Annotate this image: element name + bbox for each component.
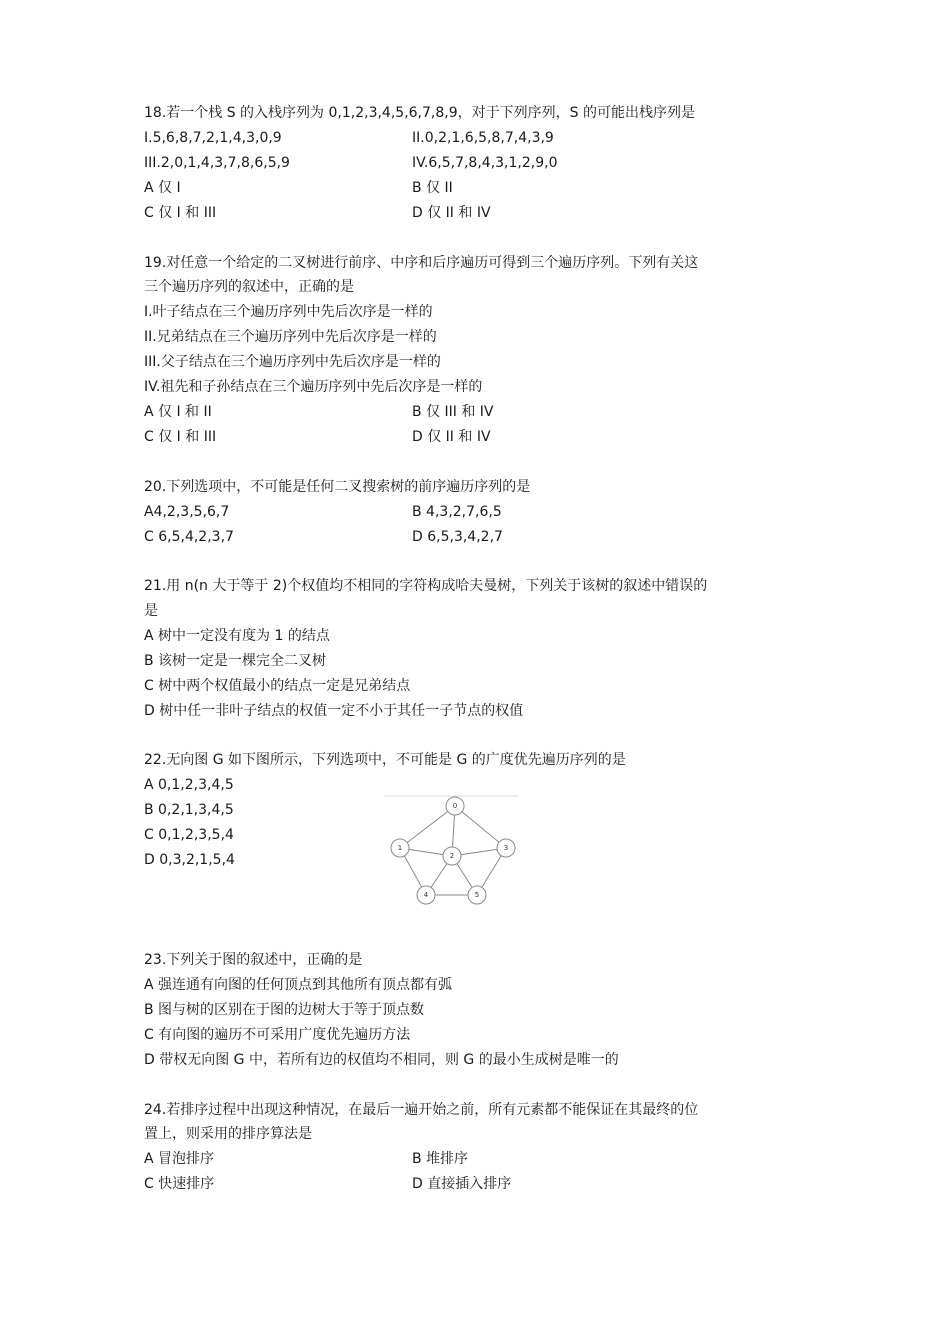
graph-svg bbox=[382, 792, 522, 910]
graph-node-3 bbox=[497, 839, 515, 857]
svg-text:5: 5 bbox=[474, 891, 480, 899]
q19-item-iii: III.父子结点在三个遍历序列中先后次序是一样的 bbox=[144, 354, 441, 370]
q22-option-a: A 0,1,2,3,4,5 bbox=[144, 777, 234, 793]
q18-stem: 18.若一个栈 S 的入栈序列为 0,1,2,3,4,5,6,7,8,9，对于下列序列，S 的可能出栈序列是 bbox=[144, 105, 695, 121]
q19-option-c: C 仅 I 和 III bbox=[144, 429, 217, 445]
q20-option-a: A4,2,3,5,6,7 bbox=[144, 504, 230, 520]
undirected-graph-figure bbox=[382, 792, 522, 910]
q19-option-b: B 仅 III 和 IV bbox=[412, 404, 494, 420]
edge-0-1 bbox=[400, 806, 455, 848]
q21-option-a: A 树中一定没有度为 1 的结点 bbox=[144, 628, 330, 644]
q20-option-b: B 4,3,2,7,6,5 bbox=[412, 504, 502, 520]
q24-option-d: D 直接插入排序 bbox=[412, 1176, 512, 1192]
q18-item-i: I.5,6,8,7,2,1,4,3,0,9 bbox=[144, 130, 282, 146]
q21-option-d: D 树中任一非叶子结点的权值一定不小于其任一子节点的权值 bbox=[144, 703, 524, 719]
graph-node-5 bbox=[468, 886, 486, 904]
graph-node-0 bbox=[446, 797, 464, 815]
edge-0-3 bbox=[455, 806, 506, 848]
q19-stem-line2: 三个遍历序列的叙述中，正确的是 bbox=[144, 279, 354, 295]
q24-stem-line2: 置上，则采用的排序算法是 bbox=[144, 1126, 312, 1142]
q24-option-b: B 堆排序 bbox=[412, 1151, 469, 1167]
q22-option-b: B 0,2,1,3,4,5 bbox=[144, 802, 234, 818]
q24-option-c: C 快速排序 bbox=[144, 1176, 215, 1192]
q18-item-iii: III.2,0,1,4,3,7,8,6,5,9 bbox=[144, 155, 290, 171]
q21-stem-line2: 是 bbox=[144, 603, 158, 619]
q24-stem-line1: 24.若排序过程中出现这种情况，在最后一遍开始之前，所有元素都不能保证在其最终的位 bbox=[144, 1102, 699, 1118]
q18-option-d: D 仅 II 和 IV bbox=[412, 205, 491, 221]
q18-option-c: C 仅 I 和 III bbox=[144, 205, 217, 221]
q19-option-a: A 仅 I 和 II bbox=[144, 404, 212, 420]
q19-stem-line1: 19.对任意一个给定的二叉树进行前序、中序和后序遍历可得到三个遍历序列。下列有关这 bbox=[144, 255, 699, 271]
q23-option-b: B 图与树的区别在于图的边树大于等于顶点数 bbox=[144, 1002, 425, 1018]
q20-option-c: C 6,5,4,2,3,7 bbox=[144, 529, 234, 545]
svg-text:3: 3 bbox=[503, 844, 509, 852]
q23-stem: 23.下列关于图的叙述中，正确的是 bbox=[144, 952, 363, 968]
q20-option-d: D 6,5,3,4,2,7 bbox=[412, 529, 503, 545]
q18-option-a: A 仅 I bbox=[144, 180, 181, 196]
svg-text:2: 2 bbox=[449, 852, 455, 860]
svg-text:0: 0 bbox=[452, 802, 458, 810]
q18-item-iv: IV.6,5,7,8,4,3,1,2,9,0 bbox=[412, 155, 558, 171]
q18-option-b: B 仅 II bbox=[412, 180, 453, 196]
graph-node-2 bbox=[443, 847, 461, 865]
q23-option-a: A 强连通有向图的任何顶点到其他所有顶点都有弧 bbox=[144, 977, 453, 993]
q22-option-c: C 0,1,2,3,5,4 bbox=[144, 827, 234, 843]
svg-text:4: 4 bbox=[423, 891, 429, 899]
q21-option-c: C 树中两个权值最小的结点一定是兄弟结点 bbox=[144, 678, 411, 694]
q22-option-d: D 0,3,2,1,5,4 bbox=[144, 852, 235, 868]
q19-option-d: D 仅 II 和 IV bbox=[412, 429, 491, 445]
svg-text:1: 1 bbox=[397, 844, 403, 852]
q21-stem-line1: 21.用 n(n 大于等于 2)个权值均不相同的字符构成哈夫曼树，下列关于该树的叙述中错误的 bbox=[144, 578, 708, 594]
q23-option-c: C 有向图的遍历不可采用广度优先遍历方法 bbox=[144, 1027, 411, 1043]
q19-item-i: I.叶子结点在三个遍历序列中先后次序是一样的 bbox=[144, 304, 433, 320]
graph-node-1 bbox=[391, 839, 409, 857]
q21-option-b: B 该树一定是一棵完全二叉树 bbox=[144, 653, 327, 669]
q18-item-ii: II.0,2,1,6,5,8,7,4,3,9 bbox=[412, 130, 554, 146]
q24-option-a: A 冒泡排序 bbox=[144, 1151, 215, 1167]
q19-item-iv: IV.祖先和子孙结点在三个遍历序列中先后次序是一样的 bbox=[144, 379, 483, 395]
q20-stem: 20.下列选项中，不可能是任何二叉搜索树的前序遍历序列的是 bbox=[144, 479, 531, 495]
q19-item-ii: II.兄弟结点在三个遍历序列中先后次序是一样的 bbox=[144, 329, 437, 345]
q22-stem: 22.无向图 G 如下图所示，下列选项中，不可能是 G 的广度优先遍历序列的是 bbox=[144, 752, 626, 768]
q23-option-d: D 带权无向图 G 中，若所有边的权值均不相同，则 G 的最小生成树是唯一的 bbox=[144, 1052, 619, 1068]
graph-node-4 bbox=[417, 886, 435, 904]
